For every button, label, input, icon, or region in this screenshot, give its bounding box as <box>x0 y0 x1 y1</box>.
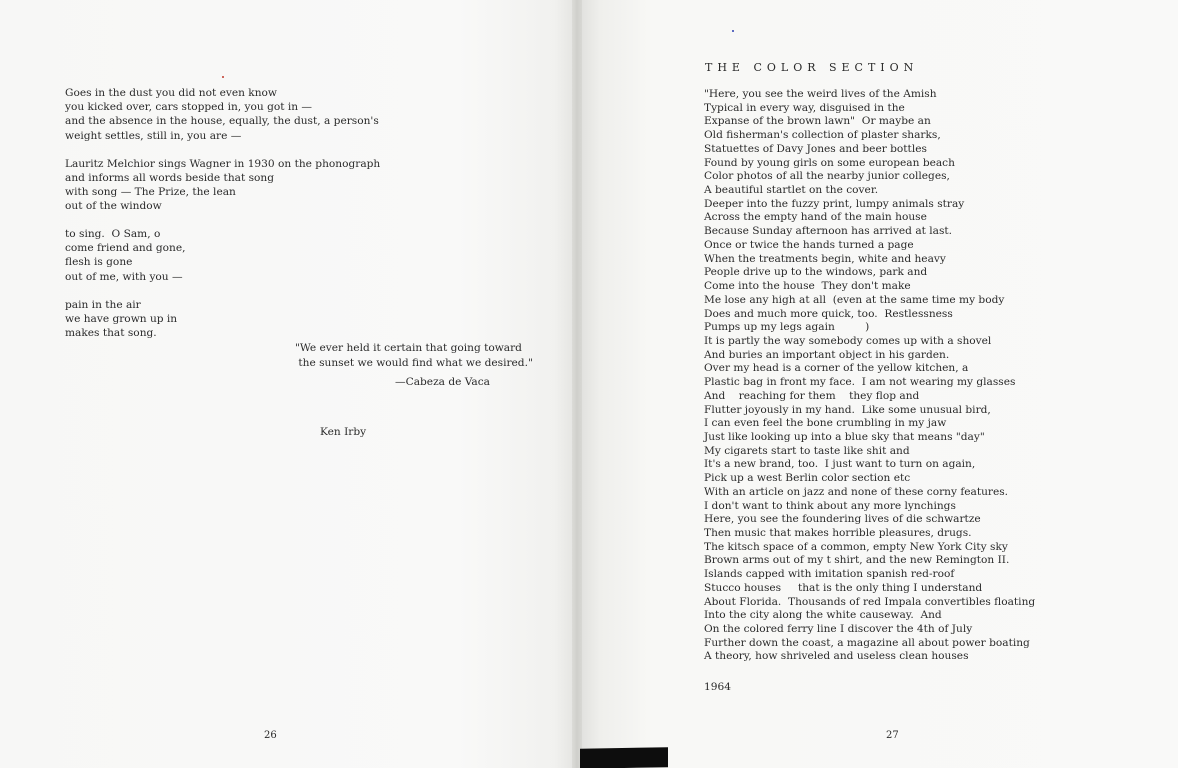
poem-line: Come into the house They don't make <box>704 280 911 293</box>
poem-line: Lauritz Melchior sings Wagner in 1930 on the phonograph <box>65 157 381 170</box>
poem-line: Just like looking up into a blue sky that means "day" <box>704 430 985 443</box>
book-gutter <box>572 0 582 768</box>
poem-line: Flutter joyously in my hand. Like some unusual bird, <box>704 403 991 416</box>
poem-line: pain in the air <box>65 298 141 311</box>
poem-line: flesh is gone <box>65 256 133 269</box>
poem-line: Color photos of all the nearby junior colleges, <box>704 170 950 183</box>
page-number: 26 <box>264 730 277 741</box>
poem-line: Into the city along the white causeway. And <box>704 609 942 622</box>
poem-line: Once or twice the hands turned a page <box>704 238 914 251</box>
poem-line: Pick up a west Berlin color section etc <box>704 472 911 485</box>
poem-line: Because Sunday afternoon has arrived at last. <box>704 225 953 238</box>
red-ink-speck <box>222 76 224 78</box>
page-number: 27 <box>886 730 899 741</box>
poem-line: Me lose any high at all (even at the same time my body <box>704 293 1005 306</box>
poem-line: The kitsch space of a common, empty New York City sky <box>704 540 1008 553</box>
poem-line: Here, you see the foundering lives of die schwartze <box>704 513 981 526</box>
poem-line: Deeper into the fuzzy print, lumpy animals stray <box>704 197 965 210</box>
poem-line: And buries an important object in his garden. <box>704 348 950 361</box>
stanza-gap <box>65 143 380 157</box>
poem-line: It is partly the way somebody comes up with a shovel <box>704 334 992 347</box>
poem-line: People drive up to the windows, park and <box>704 266 928 279</box>
poem-line: And reaching for them they flop and <box>704 389 920 402</box>
blue-ink-speck <box>732 30 734 32</box>
left-poem <box>65 86 380 340</box>
poem-line: Pumps up my legs again ) <box>704 321 870 334</box>
poem-line: Expanse of the brown lawn" Or maybe an <box>704 115 931 128</box>
poem-title: THE COLOR SECTION <box>705 61 919 74</box>
poem-line: Stucco houses that is the only thing I understand <box>704 581 983 594</box>
author-name: Ken Irby <box>320 426 367 438</box>
poem-line: and informs all words beside that song <box>65 171 274 184</box>
poem-line: we have grown up in <box>65 312 178 325</box>
poem-line: Old fisherman's collection of plaster sharks, <box>704 129 941 142</box>
left-page <box>0 0 572 768</box>
poem-line: A beautiful startlet on the cover. <box>704 184 879 197</box>
poem-line: "Here, you see the weird lives of the Amish <box>704 88 937 100</box>
poem-line: Across the empty hand of the main house <box>704 211 927 224</box>
poem-line: It's a new brand, too. I just want to turn on again, <box>704 458 976 471</box>
poem-line: When the treatments begin, white and heavy <box>704 252 946 265</box>
poem-line: Plastic bag in front my face. I am not wearing my glasses <box>704 376 1016 389</box>
epigraph-attribution: —Cabeza de Vaca <box>395 376 490 388</box>
poem-line: Statuettes of Davy Jones and beer bottles <box>704 142 927 155</box>
poem-year: 1964 <box>704 681 731 693</box>
binding-shadow <box>580 747 668 768</box>
epigraph-line: the sunset we would find what we desired." <box>295 357 533 369</box>
epigraph-line: "We ever held it certain that going toward <box>295 342 522 354</box>
epigraph <box>295 341 533 390</box>
poem-line: come friend and gone, <box>65 242 186 255</box>
poem-line: out of the window <box>65 200 162 213</box>
poem-line: Found by young girls on some european beach <box>704 156 955 169</box>
poem-line: Over my head is a corner of the yellow kitchen, a <box>704 362 969 375</box>
poem-line: Islands capped with imitation spanish red-roof <box>704 568 955 581</box>
poem-line: Goes in the dust you did not even know <box>65 87 277 99</box>
poem-line: About Florida. Thousands of red Impala convertibles floating <box>704 595 1036 608</box>
poem-line: My cigarets start to taste like shit and <box>704 444 910 457</box>
poem-line: I can even feel the bone crumbling in my jaw <box>704 417 947 430</box>
poem-line: Further down the coast, a magazine all about power boating <box>704 636 1030 649</box>
poem-line: On the colored ferry line I discover the 4th of July <box>704 623 973 636</box>
poem-line: Typical in every way, disguised in the <box>704 101 905 114</box>
poem-line: weight settles, still in, you are — <box>65 129 242 142</box>
poem-line: Then music that makes horrible pleasures, drugs. <box>704 527 972 539</box>
stanza-gap <box>65 284 380 298</box>
poem-line: out of me, with you — <box>65 270 183 283</box>
poem-line: Does and much more quick, too. Restlessness <box>704 307 953 320</box>
poem-line: A theory, how shriveled and useless clean houses <box>704 650 969 663</box>
poem-line: With an article on jazz and none of these corny features. <box>704 485 1009 498</box>
stanza-gap <box>65 213 380 227</box>
poem-line: and the absence in the house, equally, the dust, a person's <box>65 115 379 128</box>
poem-line: Brown arms out of my t shirt, and the new Remington II. <box>704 554 1010 567</box>
poem-line: to sing. O Sam, o <box>65 228 161 240</box>
poem-line: you kicked over, cars stopped in, you got in — <box>65 101 313 114</box>
poem-line: with song — The Prize, the lean <box>65 185 236 198</box>
poem-line: makes that song. <box>65 326 157 339</box>
poem-line: I don't want to think about any more lynchings <box>704 499 956 512</box>
right-poem <box>704 88 1035 664</box>
